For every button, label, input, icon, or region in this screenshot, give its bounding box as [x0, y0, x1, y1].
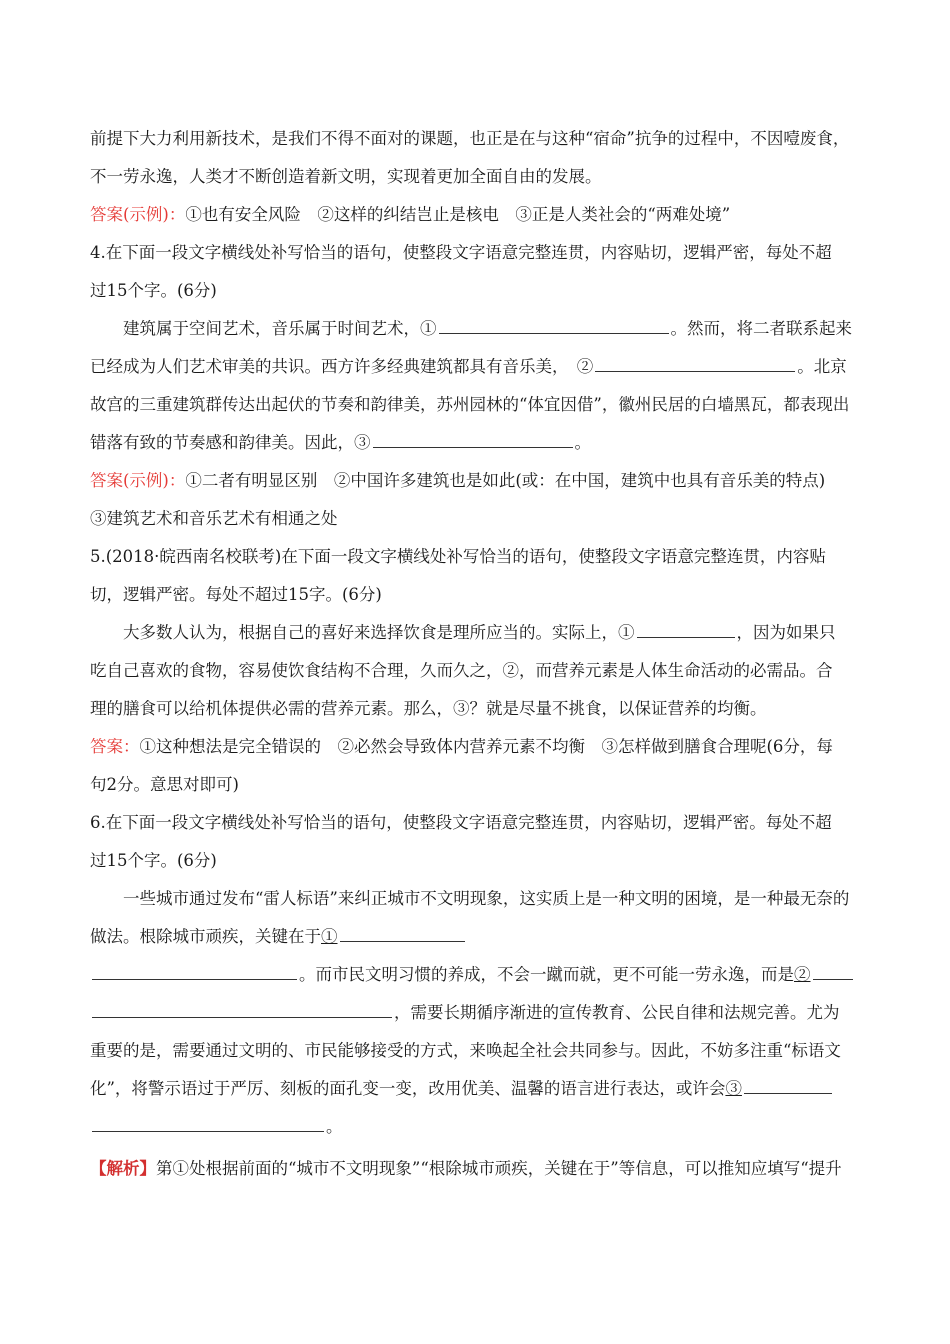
q4-blank-2[interactable] — [595, 353, 795, 372]
answer-label: 答案(示例)： — [90, 205, 186, 224]
q6-text: ，需要长期循序渐进的宣传教育、公民自律和法规完善。尤为 — [394, 1003, 840, 1022]
answer-label: 答案： — [90, 737, 140, 756]
q4-passage-2 — [90, 348, 860, 386]
q6-passage-6 — [90, 1070, 860, 1108]
q6-passage-7 — [90, 1108, 860, 1146]
document-page — [90, 120, 860, 1188]
q4-text: 。然而，将二者联系起来 — [670, 319, 852, 338]
analysis-label: 【解析】 — [90, 1159, 156, 1178]
q5-passage-1 — [90, 614, 860, 652]
q6-text: 。而市民文明习惯的养成，不会一蹴而就，更不可能一劳永逸，而是 — [299, 965, 794, 984]
q6-stem-1: 6.在下面一段文字横线处补写恰当的语句，使整段文字语意完整连贯，内容贴切，逻辑严密。每处不超 — [90, 813, 832, 832]
q4-text: 。北京 — [797, 357, 847, 376]
q4-text: 。 — [574, 433, 591, 452]
q6-marker-3: ③ — [725, 1079, 742, 1098]
q5-answer-1 — [90, 728, 860, 766]
answer-3 — [90, 196, 860, 234]
q6-blank-2b[interactable] — [92, 999, 392, 1018]
q6-stem-2: 过15个字。(6分) — [90, 851, 217, 870]
q4-stem-2: 过15个字。(6分) — [90, 281, 217, 300]
q4-answer-1 — [90, 462, 860, 500]
intro-line-1: 前提下大力利用新技术，是我们不得不面对的课题，也正是在与这种“宿命”抗争的过程中，不因噎废食， — [90, 129, 850, 148]
q6-blank-3b[interactable] — [92, 1113, 324, 1132]
q6-text: 做法。根除城市顽疾，关键在于 — [90, 927, 321, 946]
answer-text: ①也有安全风险 ②这样的纠结岂止是核电 ③正是人类社会的“两难处境” — [185, 205, 731, 224]
answer-label: 答案(示例)： — [90, 471, 186, 490]
answer-text: ①二者有明显区别 ②中国许多建筑也是如此(或：在中国，建筑中也具有音乐美的特点) — [185, 471, 826, 490]
q6-blank-1a[interactable] — [340, 923, 465, 942]
q6-passage-4 — [90, 994, 860, 1032]
answer-text: ①这种想法是完全错误的 ②必然会导致体内营养元素不均衡 ③怎样做到膳食合理呢(6分，每 — [139, 737, 833, 756]
q4-passage-4 — [90, 424, 860, 462]
q4-text: 错落有致的节奏感和韵律美。因此，③ — [90, 433, 371, 452]
q6-blank-3a[interactable] — [744, 1075, 832, 1094]
q4-passage-1 — [90, 310, 860, 348]
q6-blank-2a[interactable] — [813, 961, 853, 980]
q5-stem-2: 切，逻辑严密。每处不超过15字。(6分) — [90, 585, 382, 604]
intro-line-2: 不一劳永逸，人类才不断创造着新文明，实现着更加全面自由的发展。 — [90, 167, 602, 186]
q5-passage-3: 理的膳食可以给机体提供必需的营养元素。那么，③？就是尽量不挑食，以保证营养的均衡。 — [90, 699, 767, 718]
q6-passage-2 — [90, 918, 860, 956]
q6-marker-1: ① — [321, 927, 338, 946]
q4-stem-1: 4.在下面一段文字横线处补写恰当的语句，使整段文字语意完整连贯，内容贴切，逻辑严密，每处不超 — [90, 243, 832, 262]
q4-passage-3: 故宫的三重建筑群传达出起伏的节奏和韵律美，苏州园林的“体宜因借”，徽州民居的白墙黑瓦，都表现出 — [90, 395, 850, 414]
q6-analysis — [90, 1150, 860, 1188]
q5-answer-2: 句2分。意思对即可) — [90, 775, 239, 794]
q6-text: 。 — [326, 1117, 343, 1136]
q6-marker-2: ② — [794, 965, 811, 984]
q6-passage-1: 一些城市通过发布“雷人标语”来纠正城市不文明现象，这实质上是一种文明的困境，是一种最无奈的 — [123, 889, 850, 908]
q6-blank-1b[interactable] — [92, 961, 297, 980]
q6-passage-5: 重要的是，需要通过文明的、市民能够接受的方式，来唤起全社会共同参与。因此，不妨多注重“标语文 — [90, 1041, 841, 1060]
q4-answer-2: ③建筑艺术和音乐艺术有相通之处 — [90, 509, 338, 528]
q5-stem-1: 5.(2018·皖西南名校联考)在下面一段文字横线处补写恰当的语句，使整段文字语意完整连贯，内容贴 — [90, 547, 826, 566]
q4-blank-3[interactable] — [373, 429, 573, 448]
q5-text: 大多数人认为，根据自己的喜好来选择饮食是理所应当的。实际上，① — [123, 623, 635, 642]
q5-passage-2: 吃自己喜欢的食物，容易使饮食结构不合理，久而久之，②，而营养元素是人体生命活动的必需品。合 — [90, 661, 833, 680]
q5-blank-1[interactable] — [637, 619, 735, 638]
q4-blank-1[interactable] — [439, 315, 669, 334]
q4-text: 建筑属于空间艺术，音乐属于时间艺术，① — [123, 319, 437, 338]
q4-text: 已经成为人们艺术审美的共识。西方许多经典建筑都具有音乐美， ② — [90, 357, 594, 376]
analysis-text: 第①处根据前面的“城市不文明现象”“根除城市顽疾，关键在于”等信息，可以推知应填写“提升 — [156, 1159, 842, 1178]
q5-text: ，因为如果只 — [736, 623, 836, 642]
q6-passage-3 — [90, 956, 860, 994]
q6-text: 化”，将警示语过于严厉、刻板的面孔变一变，改用优美、温馨的语言进行表达，或许会 — [90, 1079, 726, 1098]
